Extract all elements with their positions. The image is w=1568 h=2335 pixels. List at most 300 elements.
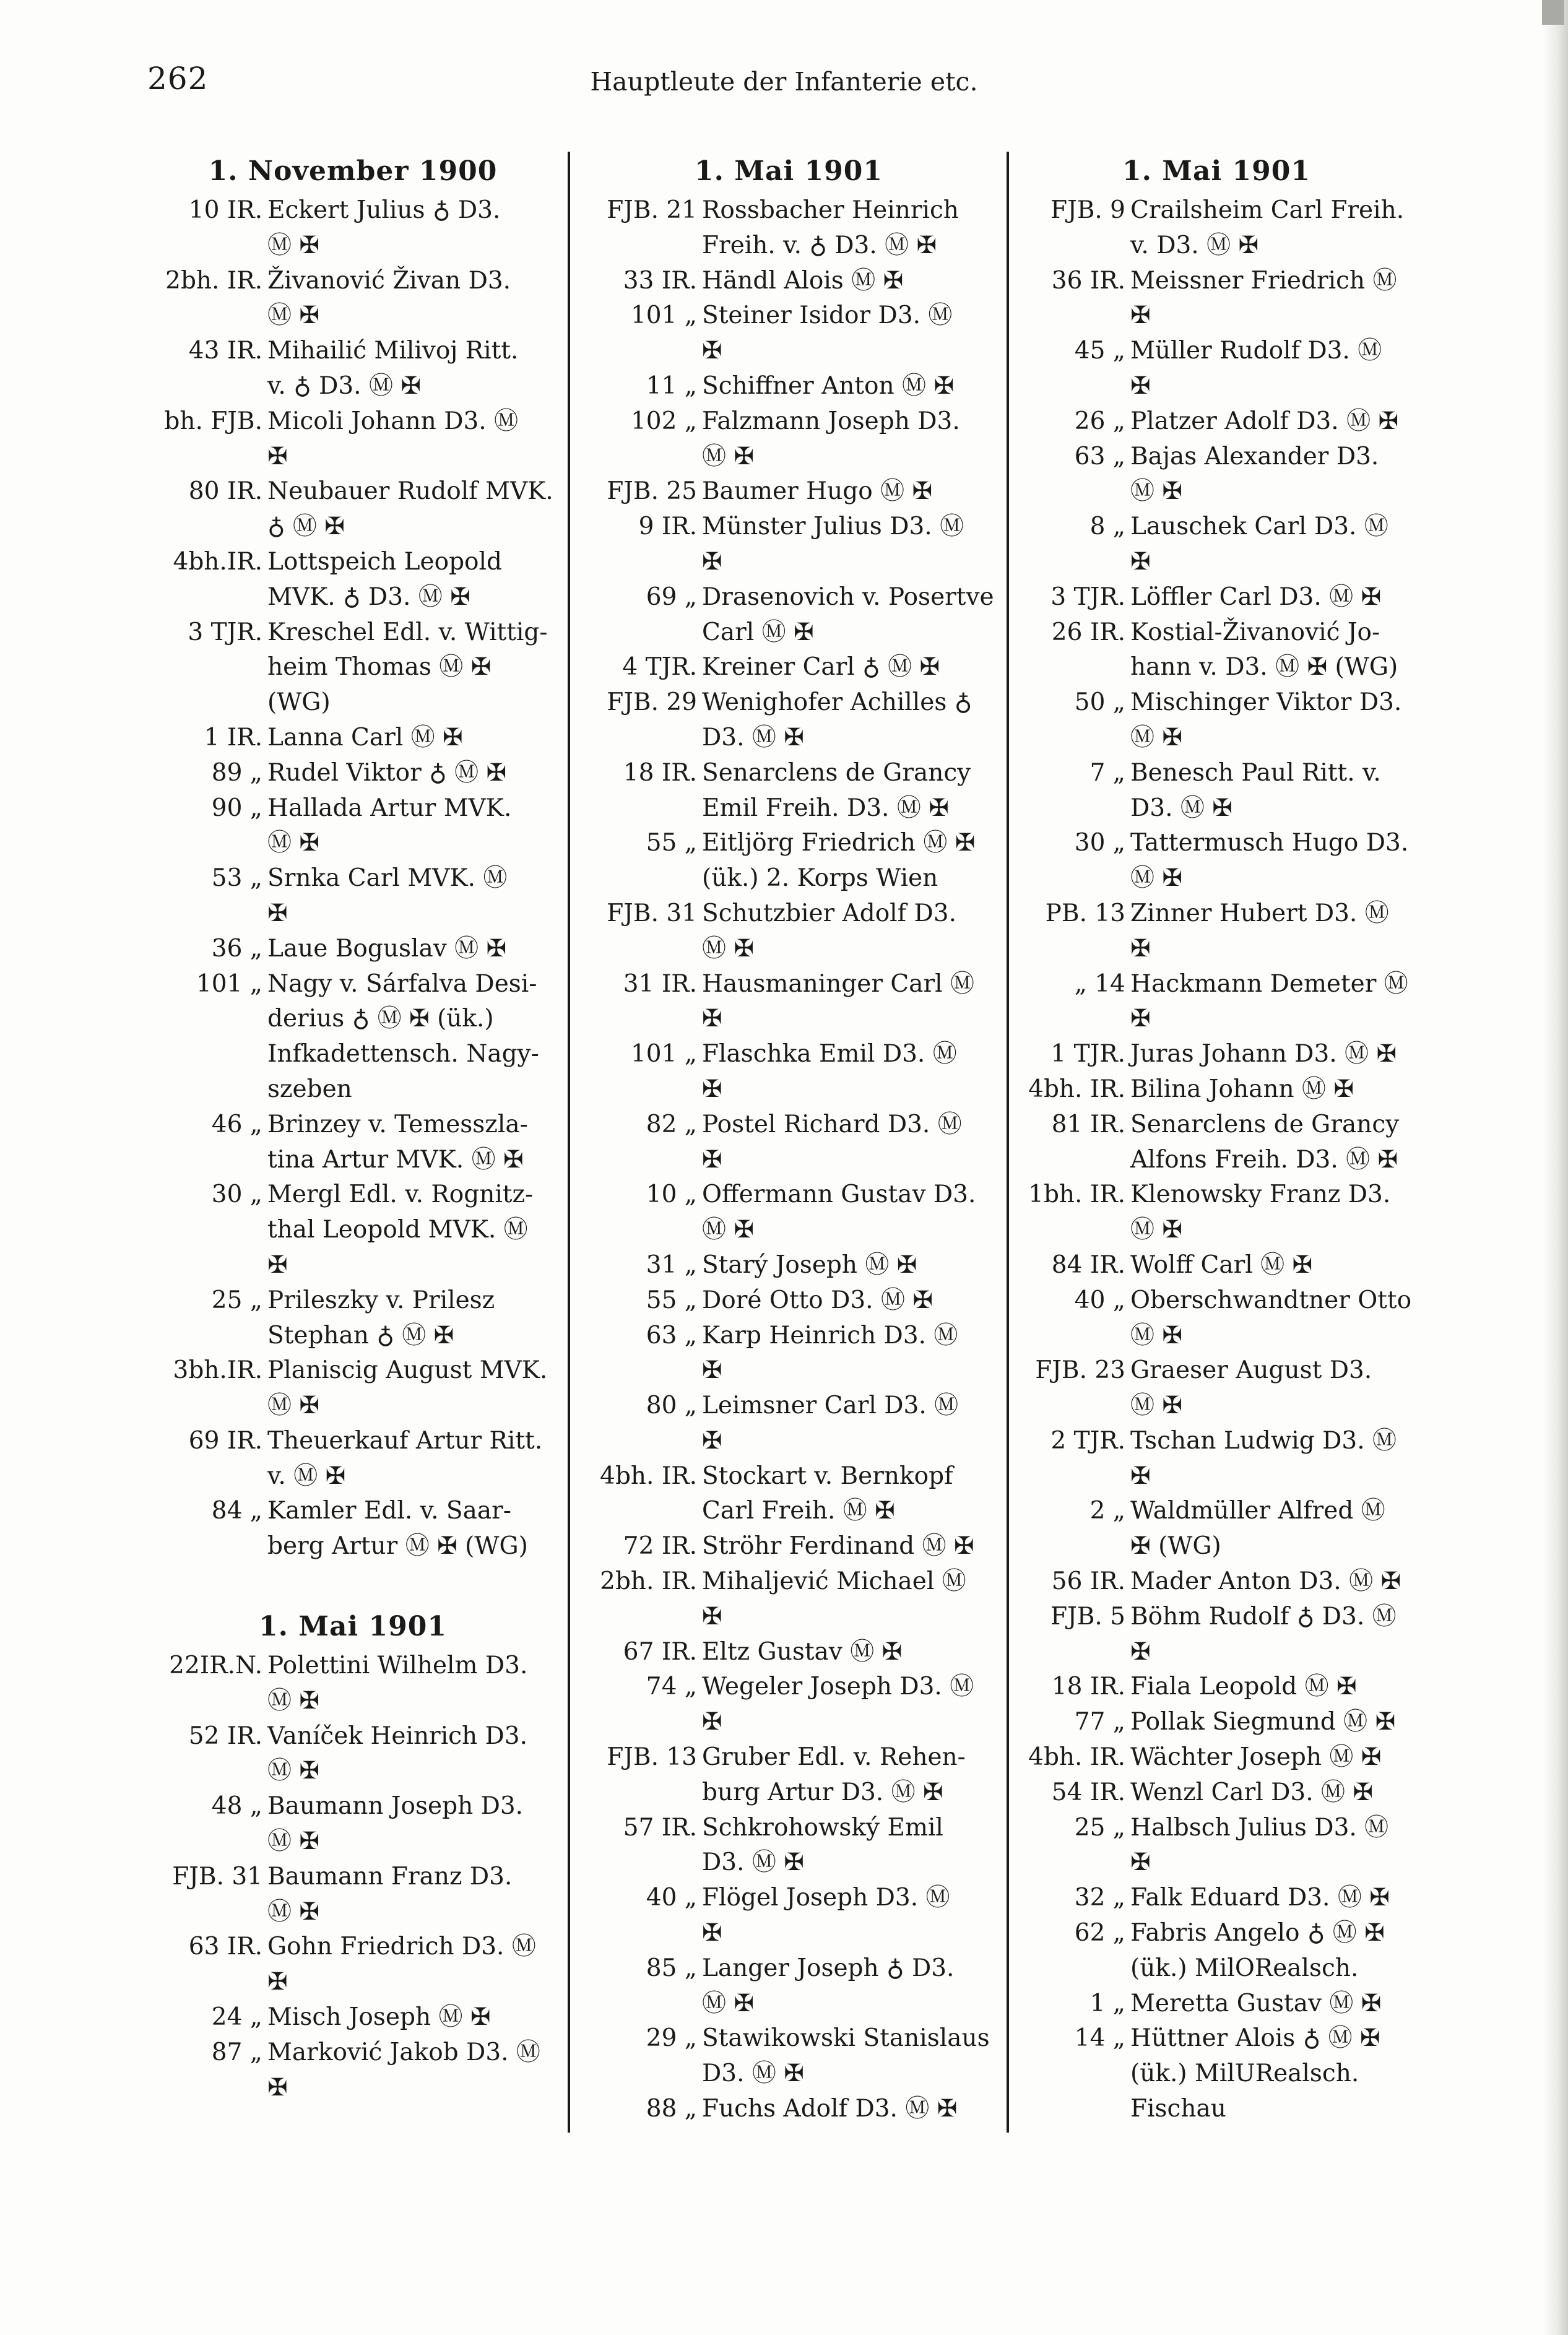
column-2 <box>581 150 997 2127</box>
roster-entry-continuation <box>146 1965 560 2000</box>
officer-text: ✠ <box>702 1145 722 1174</box>
officer-text: Theuerkauf Artur Ritt. <box>267 1426 543 1455</box>
unit-label <box>1009 932 1130 967</box>
roster-entry-continuation <box>146 1459 560 1494</box>
officer-text: heim Thomas Ⓜ ✠ <box>267 653 492 682</box>
unit-label: 53 „ <box>211 864 262 893</box>
officer-text: Böhm Rudolf ♁ D3. Ⓜ <box>1130 1602 1397 1631</box>
unit-label: 46 „ <box>211 1110 262 1138</box>
unit-label: PB. 13 <box>1045 899 1125 927</box>
officer-text: (WG) <box>267 688 331 717</box>
officer-text: Micoli Johann D3. Ⓜ <box>267 407 519 435</box>
unit-label: 56 IR. <box>1051 1567 1125 1596</box>
roster-entry-continuation <box>146 650 560 685</box>
roster-entry-continuation <box>581 1424 997 1459</box>
officer-text: Ⓜ ✠ <box>267 301 320 330</box>
unit-label: 62 „ <box>1074 1919 1125 1947</box>
officer-text: Drasenovich v. Posertve <box>702 583 994 611</box>
officer-text: Benesch Paul Ritt. v. <box>1130 758 1381 787</box>
unit-label <box>581 440 702 475</box>
unit-label: 2 TJR. <box>1050 1426 1125 1455</box>
officer-text: Gruber Edl. v. Rehen- <box>702 1743 966 1772</box>
roster-entry <box>1009 1670 1424 1705</box>
officer-text: Brinzey v. Temesszla- <box>267 1110 528 1138</box>
roster-entry <box>146 721 560 756</box>
officer-text: Baumer Hugo Ⓜ ✠ <box>702 477 933 506</box>
roster-entry <box>1009 756 1424 791</box>
officer-text: Wegeler Joseph D3. Ⓜ <box>702 1673 974 1701</box>
unit-label <box>1009 369 1130 404</box>
unit-label: 80 IR. <box>188 477 262 506</box>
officer-text: Carl Freih. Ⓜ ✠ <box>702 1497 895 1525</box>
officer-text: Ⓜ ✠ <box>267 1897 320 1926</box>
unit-label: 3bh.IR. <box>173 1356 262 1385</box>
unit-label <box>146 1143 267 1178</box>
roster-entry-continuation <box>1009 1319 1424 1354</box>
roster-entry <box>146 1789 560 1824</box>
unit-label <box>581 1002 702 1037</box>
officer-text: ✠ <box>702 337 722 365</box>
officer-text: Polettini Wilhelm D3. <box>267 1652 528 1680</box>
unit-label: FJB. 31 <box>607 899 697 927</box>
unit-label <box>146 580 267 615</box>
roster-entry <box>581 193 997 228</box>
officer-text: Wolff Carl Ⓜ ✠ <box>1130 1250 1313 1279</box>
unit-label: 87 „ <box>211 2038 262 2066</box>
unit-label <box>581 1353 702 1388</box>
roster-entry <box>581 2092 997 2127</box>
officer-text: ✠ <box>267 1250 288 1279</box>
unit-label: 8 „ <box>1089 513 1125 541</box>
roster-entry <box>1009 193 1424 228</box>
roster-entry <box>146 1860 560 1895</box>
unit-label <box>1009 1388 1130 1424</box>
roster-entry <box>146 861 560 896</box>
officer-text: ✠ <box>1130 301 1151 330</box>
unit-label <box>146 1459 267 1494</box>
roster-entry <box>1009 826 1424 861</box>
roster-entry <box>1009 896 1424 932</box>
unit-label <box>1009 298 1130 334</box>
roster-entry <box>1009 334 1424 369</box>
unit-label <box>1009 474 1130 509</box>
roster-entry-continuation <box>581 1705 997 1740</box>
roster-entry <box>1009 1107 1424 1143</box>
officer-text: Wenighofer Achilles ♁ <box>702 688 972 717</box>
roster-entry-continuation <box>1009 474 1424 509</box>
roster-entry <box>581 650 997 685</box>
unit-label: 81 IR. <box>1051 1110 1125 1138</box>
unit-label <box>146 1529 267 1564</box>
officer-text: ✠ <box>702 1919 722 1947</box>
unit-label <box>581 228 702 264</box>
roster-entry <box>1009 1811 1424 1846</box>
officer-text: Ⓜ ✠ <box>1130 1392 1183 1420</box>
roster-entry <box>1009 685 1424 721</box>
unit-label: 55 „ <box>646 1286 697 1314</box>
roster-entry-continuation <box>146 1388 560 1424</box>
unit-label: 84 IR. <box>1051 1250 1125 1279</box>
officer-text: Juras Johann D3. Ⓜ ✠ <box>1130 1040 1397 1068</box>
officer-text: Infkadettensch. Nagy- <box>267 1040 539 1068</box>
roster-entry-continuation <box>146 298 560 334</box>
unit-label: 40 „ <box>1074 1286 1125 1314</box>
officer-text: D3. Ⓜ ✠ <box>702 723 804 752</box>
officer-text: Ⓜ ✠ <box>267 829 320 857</box>
officer-text: D3. Ⓜ ✠ <box>1130 794 1232 822</box>
roster-entry <box>1009 1740 1424 1775</box>
officer-text: Mihailić Milivoj Ritt. <box>267 337 519 365</box>
officer-text: Senarclens de Grancy <box>702 758 971 787</box>
unit-label: 101 „ <box>196 969 262 998</box>
unit-label: 50 „ <box>1074 688 1125 717</box>
unit-label: „ 14 <box>1074 969 1125 998</box>
officer-text: Planiscig August MVK. <box>267 1356 548 1385</box>
roster-entry <box>581 474 997 509</box>
page-number: 262 <box>147 61 209 97</box>
roster-entry <box>1009 1248 1424 1283</box>
roster-entry <box>581 1881 997 1916</box>
officer-text: ✠ <box>267 899 288 927</box>
unit-label <box>1009 650 1130 685</box>
officer-text: ✠ <box>267 442 288 470</box>
roster-entry-continuation <box>581 615 997 651</box>
officer-text: Ⓜ ✠ <box>267 1686 320 1715</box>
unit-label: 69 „ <box>646 583 697 611</box>
roster-entry <box>1009 1916 1424 1951</box>
roster-entry <box>146 2000 560 2035</box>
unit-label: 77 „ <box>1074 1708 1125 1736</box>
unit-label: 9 IR. <box>638 513 697 541</box>
officer-text: ✠ <box>702 1602 722 1631</box>
roster-entry <box>1009 264 1424 299</box>
officer-text: Kreiner Carl ♁ Ⓜ ✠ <box>702 653 940 682</box>
scan-artifact <box>1542 0 1564 25</box>
roster-entry <box>1009 1072 1424 1107</box>
unit-label: 29 „ <box>646 2024 697 2053</box>
unit-label: 72 IR. <box>623 1532 697 1561</box>
roster-entry-continuation <box>581 1916 997 1951</box>
officer-text: ✠ <box>1130 547 1151 576</box>
roster-entry-continuation <box>146 1895 560 1930</box>
officer-text: Stephan ♁ Ⓜ ✠ <box>267 1321 454 1349</box>
unit-label: 88 „ <box>646 2095 697 2123</box>
officer-text: Emil Freih. D3. Ⓜ ✠ <box>702 794 949 822</box>
unit-label: 63 „ <box>1074 442 1125 470</box>
unit-label <box>146 1319 267 1354</box>
unit-label: 3 TJR. <box>188 618 262 646</box>
officer-text: (ük.) MilORealsch. <box>1130 1954 1359 1982</box>
roster-entry-continuation <box>1009 1845 1424 1881</box>
officer-text: v. ♁ D3. Ⓜ ✠ <box>267 371 422 400</box>
unit-label <box>1009 1529 1130 1564</box>
officer-text: Prileszky v. Prilesz <box>267 1286 495 1314</box>
officer-text: Postel Richard D3. Ⓜ <box>702 1110 962 1138</box>
roster-entry <box>1009 404 1424 440</box>
unit-label <box>581 1600 702 1635</box>
unit-label <box>581 1424 702 1459</box>
unit-label: 4bh. IR. <box>1028 1075 1125 1103</box>
officer-text: ✠ <box>702 547 722 576</box>
officer-text: Müller Rudolf D3. Ⓜ <box>1130 337 1382 365</box>
roster-entry <box>581 580 997 615</box>
officer-text: Mihaljević Michael Ⓜ <box>702 1567 966 1596</box>
officer-text: hann v. D3. Ⓜ ✠ (WG) <box>1130 653 1398 682</box>
officer-text: Steiner Isidor D3. Ⓜ <box>702 301 953 330</box>
officer-text: Ⓜ ✠ <box>702 934 755 963</box>
officer-text: Löffler Carl D3. Ⓜ ✠ <box>1130 583 1382 611</box>
officer-text: Rudel Viktor ♁ Ⓜ ✠ <box>267 758 507 787</box>
roster-entry-continuation <box>581 1072 997 1107</box>
officer-text: (ük.) 2. Korps Wien <box>702 864 938 893</box>
roster-entry-continuation <box>1009 791 1424 826</box>
officer-text: Bilina Johann Ⓜ ✠ <box>1130 1075 1354 1103</box>
roster-entry-continuation <box>146 1754 560 1789</box>
officer-text: ♁ Ⓜ ✠ <box>267 513 345 541</box>
officer-text: Ⓜ ✠ <box>267 231 320 259</box>
roster-entry-continuation <box>1009 1002 1424 1037</box>
officer-text: Bajas Alexander D3. <box>1130 442 1379 470</box>
unit-label: 52 IR. <box>188 1722 262 1750</box>
roster-entry <box>581 369 997 404</box>
unit-label: 33 IR. <box>623 266 697 295</box>
officer-text: Rossbacher Heinrich <box>702 196 959 224</box>
unit-label <box>1009 545 1130 580</box>
unit-label: 36 IR. <box>1051 266 1125 295</box>
unit-label <box>1009 1213 1130 1248</box>
column-3 <box>1009 150 1424 2127</box>
officer-text: Ⓜ ✠ <box>267 1757 320 1785</box>
unit-label: 102 „ <box>630 407 697 435</box>
running-head: Hauptleute der Infanterie etc. <box>590 67 978 97</box>
officer-text: Ⓜ ✠ <box>1130 1216 1183 1244</box>
unit-label: 45 „ <box>1074 337 1125 365</box>
officer-text: Meissner Friedrich Ⓜ <box>1130 266 1397 295</box>
roster-entry <box>581 1459 997 1494</box>
roster-entry-continuation <box>581 1494 997 1529</box>
officer-text: ✠ <box>1130 1462 1151 1490</box>
officer-text: ✠ <box>702 1356 722 1385</box>
unit-label: 84 „ <box>211 1497 262 1525</box>
unit-label <box>581 932 702 967</box>
roster-entry-continuation <box>1009 650 1424 685</box>
officer-text: Neubauer Rudolf MVK. <box>267 477 553 506</box>
roster-entry-continuation <box>146 685 560 721</box>
roster-entry-continuation <box>581 1002 997 1037</box>
unit-label <box>146 650 267 685</box>
unit-label: 101 „ <box>630 301 697 330</box>
officer-text: Kreschel Edl. v. Wittig- <box>267 618 548 646</box>
officer-text: Halbsch Julius D3. Ⓜ <box>1130 1813 1389 1842</box>
roster-entry-continuation <box>146 1037 560 1072</box>
roster-entry-continuation <box>1009 369 1424 404</box>
unit-label: 43 IR. <box>188 337 262 365</box>
officer-text: Schutzbier Adolf D3. <box>702 899 956 927</box>
unit-label: 2 „ <box>1089 1497 1125 1525</box>
unit-label <box>146 298 267 334</box>
officer-text: Laue Boguslav Ⓜ ✠ <box>267 934 507 963</box>
roster-entry <box>1009 967 1424 1002</box>
officer-text: Ⓜ ✠ <box>267 1392 320 1420</box>
roster-entry <box>581 1811 997 1846</box>
officer-text: ✠ <box>1130 371 1151 400</box>
roster-entry-continuation <box>146 1248 560 1283</box>
roster-entry <box>146 1424 560 1459</box>
officer-text: Ⓜ ✠ <box>1130 477 1183 506</box>
roster-entry-continuation <box>146 228 560 264</box>
roster-entry <box>581 1529 997 1564</box>
officer-text: Gohn Friedrich D3. Ⓜ <box>267 1933 536 1961</box>
roster-entry-continuation <box>1009 1459 1424 1494</box>
unit-label: 4bh. IR. <box>600 1462 697 1490</box>
roster-entry-continuation <box>581 440 997 475</box>
unit-label: 89 „ <box>211 758 262 787</box>
officer-text: Misch Joseph Ⓜ ✠ <box>267 2003 491 2032</box>
unit-label: 10 IR. <box>188 196 262 224</box>
unit-label: FJB. 23 <box>1035 1356 1125 1385</box>
unit-label: FJB. 5 <box>1050 1602 1125 1631</box>
roster-entry-continuation <box>581 1143 997 1178</box>
roster-entry-continuation <box>1009 1213 1424 1248</box>
unit-label <box>146 1754 267 1789</box>
roster-entry <box>1009 440 1424 475</box>
roster-entry <box>146 264 560 299</box>
unit-label <box>146 1072 267 1107</box>
roster-entry <box>1009 1564 1424 1600</box>
officer-text: Platzer Adolf D3. Ⓜ ✠ <box>1130 407 1399 435</box>
unit-label: FJB. 9 <box>1050 196 1125 224</box>
officer-text: Eckert Julius ♁ D3. <box>267 196 501 224</box>
officer-text: ✠ <box>267 2073 288 2102</box>
unit-label: 40 „ <box>646 1884 697 1912</box>
officer-text: Hüttner Alois ♁ Ⓜ ✠ <box>1130 2024 1380 2053</box>
unit-label <box>581 1072 702 1107</box>
unit-label <box>1009 1459 1130 1494</box>
unit-label: FJB. 21 <box>607 196 697 224</box>
officer-text: Falk Eduard D3. Ⓜ ✠ <box>1130 1884 1390 1912</box>
roster-entry <box>146 1177 560 1213</box>
roster-entry-continuation <box>146 580 560 615</box>
officer-text: Flaschka Emil D3. Ⓜ <box>702 1040 957 1068</box>
officer-text: Lottspeich Leopold <box>267 547 502 576</box>
roster-entry <box>1009 1494 1424 1529</box>
unit-label: 18 IR. <box>1051 1673 1125 1701</box>
roster-entry <box>581 1248 997 1283</box>
officer-text: Doré Otto D3. Ⓜ ✠ <box>702 1286 933 1314</box>
unit-label: 26 „ <box>1074 407 1125 435</box>
roster-entry <box>146 791 560 826</box>
roster-entry-continuation <box>146 2071 560 2106</box>
officer-text: Ⓜ ✠ <box>267 1827 320 1856</box>
unit-label <box>581 791 702 826</box>
roster-entry <box>1009 1881 1424 1916</box>
unit-label: FJB. 25 <box>607 477 697 506</box>
roster-entry-continuation <box>581 545 997 580</box>
roster-entry <box>581 685 997 721</box>
roster-entry <box>1009 1177 1424 1213</box>
unit-label <box>146 896 267 932</box>
officer-text: Alfons Freih. D3. Ⓜ ✠ <box>1130 1145 1398 1174</box>
roster-entry <box>1009 580 1424 615</box>
officer-text: Senarclens de Grancy <box>1130 1110 1400 1138</box>
roster-entry-continuation <box>146 1319 560 1354</box>
roster-entry <box>581 1319 997 1354</box>
officer-text: ✠ <box>1130 1848 1151 1877</box>
unit-label: FJB. 29 <box>607 688 697 717</box>
officer-text: Stockart v. Bernkopf <box>702 1462 953 1490</box>
officer-text: Eltz Gustav Ⓜ ✠ <box>702 1637 903 1666</box>
roster-entry-continuation <box>581 791 997 826</box>
unit-label <box>146 685 267 721</box>
officer-text: Fabris Angelo ♁ Ⓜ ✠ <box>1130 1919 1385 1947</box>
roster-entry <box>581 1951 997 1986</box>
roster-entry <box>581 1177 997 1213</box>
roster-entry <box>581 967 997 1002</box>
unit-label: 32 „ <box>1074 1884 1125 1912</box>
roster-entry-continuation <box>581 1845 997 1881</box>
roster-entry-continuation <box>146 1529 560 1564</box>
officer-text: v. D3. Ⓜ ✠ <box>1130 231 1259 259</box>
roster-entry <box>146 1107 560 1143</box>
officer-text: Mergl Edl. v. Rognitz- <box>267 1180 534 1209</box>
officer-text: Offermann Gustav D3. <box>702 1180 976 1209</box>
unit-label: 82 „ <box>646 1110 697 1138</box>
unit-label <box>1009 2056 1130 2092</box>
roster-entry-continuation <box>581 1600 997 1635</box>
unit-label: bh. FJB. <box>164 407 262 435</box>
column-rule <box>568 152 570 2133</box>
officer-text: Ⓜ ✠ <box>1130 1321 1183 1349</box>
roster-entry <box>146 1648 560 1684</box>
roster-entry-continuation <box>146 826 560 861</box>
roster-entry <box>146 545 560 580</box>
unit-label: 25 „ <box>1074 1813 1125 1842</box>
officer-text: Ströhr Ferdinand Ⓜ ✠ <box>702 1532 974 1561</box>
roster-entry-continuation <box>581 861 997 896</box>
unit-label: 31 IR. <box>623 969 697 998</box>
page-edge <box>1543 0 1568 2335</box>
officer-text: ✠ <box>1130 934 1151 963</box>
officer-text: Vaníček Heinrich D3. <box>267 1722 528 1750</box>
unit-label: 74 „ <box>646 1673 697 1701</box>
unit-label <box>146 2071 267 2106</box>
roster-entry <box>146 1353 560 1388</box>
unit-label: 22IR.N. <box>169 1652 262 1680</box>
unit-label <box>146 369 267 404</box>
officer-text: Hackmann Demeter Ⓜ <box>1130 969 1408 998</box>
unit-label: 10 „ <box>646 1180 697 1209</box>
roster-entry <box>1009 1600 1424 1635</box>
unit-label: 1 TJR. <box>1050 1040 1125 1068</box>
officer-text: (ük.) MilURealsch. <box>1130 2060 1359 2088</box>
unit-label: 31 „ <box>646 1250 697 1279</box>
officer-text: Kostial-Živanović Jo- <box>1130 618 1380 646</box>
unit-label: 69 IR. <box>188 1426 262 1455</box>
officer-text: Ⓜ ✠ <box>702 1216 755 1244</box>
officer-text: Stawikowski Stanislaus <box>702 2024 990 2053</box>
officer-text: Leimsner Carl D3. Ⓜ <box>702 1392 959 1420</box>
officer-text: derius ♁ Ⓜ ✠ (ük.) <box>267 1005 494 1033</box>
roster-entry <box>581 756 997 791</box>
roster-entry-continuation <box>581 228 997 264</box>
unit-label <box>1009 1002 1130 1037</box>
officer-text: berg Artur Ⓜ ✠ (WG) <box>267 1532 528 1561</box>
unit-label: 2bh. IR. <box>165 266 262 295</box>
unit-label: FJB. 13 <box>607 1743 697 1772</box>
roster-entry <box>581 896 997 932</box>
officer-text: Freih. v. ♁ D3. Ⓜ ✠ <box>702 231 937 259</box>
unit-label <box>581 861 702 896</box>
